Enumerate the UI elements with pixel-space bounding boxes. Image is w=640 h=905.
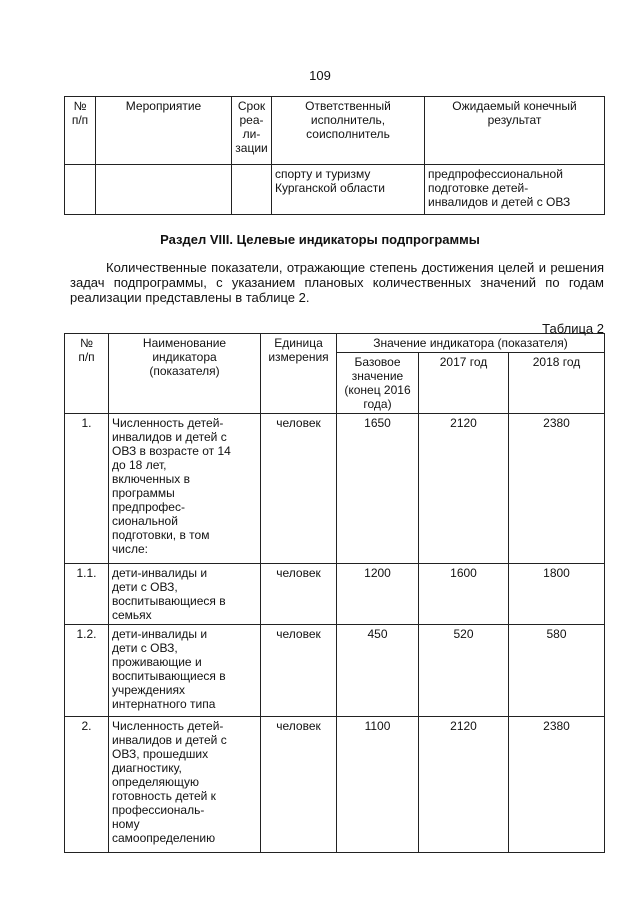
cell-base: 1650 bbox=[337, 414, 419, 564]
cell-base: 1200 bbox=[337, 564, 419, 625]
intro-paragraph bbox=[70, 260, 604, 305]
col-header-2017: 2017 год bbox=[419, 353, 509, 414]
cell-base: 450 bbox=[337, 625, 419, 717]
cell-unit: человек bbox=[261, 717, 337, 853]
col-header-unit: Единица измерения bbox=[261, 334, 337, 414]
cell-event bbox=[96, 165, 232, 215]
cell-2017: 2120 bbox=[419, 414, 509, 564]
col-header-2018: 2018 год bbox=[509, 353, 605, 414]
section-title: Раздел VIII. Целевые индикаторы подпрограммы bbox=[160, 232, 480, 247]
cell-num: 1.2. bbox=[65, 625, 109, 717]
cell-responsible: спорту и туризму Курганской области bbox=[272, 165, 425, 215]
cell-name: дети-инвалиды и дети с ОВЗ, проживающие и воспитывающиеся в учреждениях интернатного типа bbox=[109, 625, 261, 717]
col-header-term: Срок реа- ли- зации bbox=[232, 97, 272, 165]
cell-2017: 1600 bbox=[419, 564, 509, 625]
cell-name: Численность детей- инвалидов и детей с ОВЗ в возрасте от 14 до 18 лет, включенных в программы предпрофес- сиональной подготовки, в том числе: bbox=[109, 414, 261, 564]
table-caption: Таблица 2 bbox=[542, 321, 604, 336]
table-row bbox=[65, 717, 605, 853]
cell-num bbox=[65, 165, 96, 215]
events-table bbox=[64, 96, 605, 215]
col-header-num: № п/п bbox=[65, 97, 96, 165]
col-header-num: № п/п bbox=[65, 334, 109, 414]
table-row bbox=[65, 165, 605, 215]
cell-unit: человек bbox=[261, 625, 337, 717]
cell-num: 1.1. bbox=[65, 564, 109, 625]
col-header-responsible: Ответственный исполнитель, соисполнитель bbox=[272, 97, 425, 165]
cell-num: 2. bbox=[65, 717, 109, 853]
indicators-table bbox=[64, 333, 605, 853]
cell-unit: человек bbox=[261, 564, 337, 625]
cell-2018: 2380 bbox=[509, 414, 605, 564]
intro-text: Количественные показатели, отражающие степень достижения целей и решения задач подпрограммы, с указанием плановых количественных значений по годам реализации представлены в таблице 2. bbox=[70, 260, 604, 305]
page-number: 109 bbox=[309, 68, 331, 83]
cell-2018: 580 bbox=[509, 625, 605, 717]
cell-2018: 2380 bbox=[509, 717, 605, 853]
cell-num: 1. bbox=[65, 414, 109, 564]
cell-term bbox=[232, 165, 272, 215]
cell-2017: 520 bbox=[419, 625, 509, 717]
col-header-event: Мероприятие bbox=[96, 97, 232, 165]
table-row bbox=[65, 414, 605, 564]
cell-2018: 1800 bbox=[509, 564, 605, 625]
cell-base: 1100 bbox=[337, 717, 419, 853]
col-header-result: Ожидаемый конечный результат bbox=[425, 97, 605, 165]
cell-name: дети-инвалиды и дети с ОВЗ, воспитывающиеся в семьях bbox=[109, 564, 261, 625]
col-header-base: Базовое значение (конец 2016 года) bbox=[337, 353, 419, 414]
table-row bbox=[65, 564, 605, 625]
table-row bbox=[65, 625, 605, 717]
col-header-name: Наименование индикатора (показателя) bbox=[109, 334, 261, 414]
cell-2017: 2120 bbox=[419, 717, 509, 853]
col-header-value-group: Значение индикатора (показателя) bbox=[337, 334, 605, 353]
cell-result: предпрофессиональной подготовке детей- инвалидов и детей с ОВЗ bbox=[425, 165, 605, 215]
cell-unit: человек bbox=[261, 414, 337, 564]
cell-name: Численность детей- инвалидов и детей с ОВЗ, прошедших диагностику, определяющую готовность детей к профессиональ- ному самоопределению bbox=[109, 717, 261, 853]
